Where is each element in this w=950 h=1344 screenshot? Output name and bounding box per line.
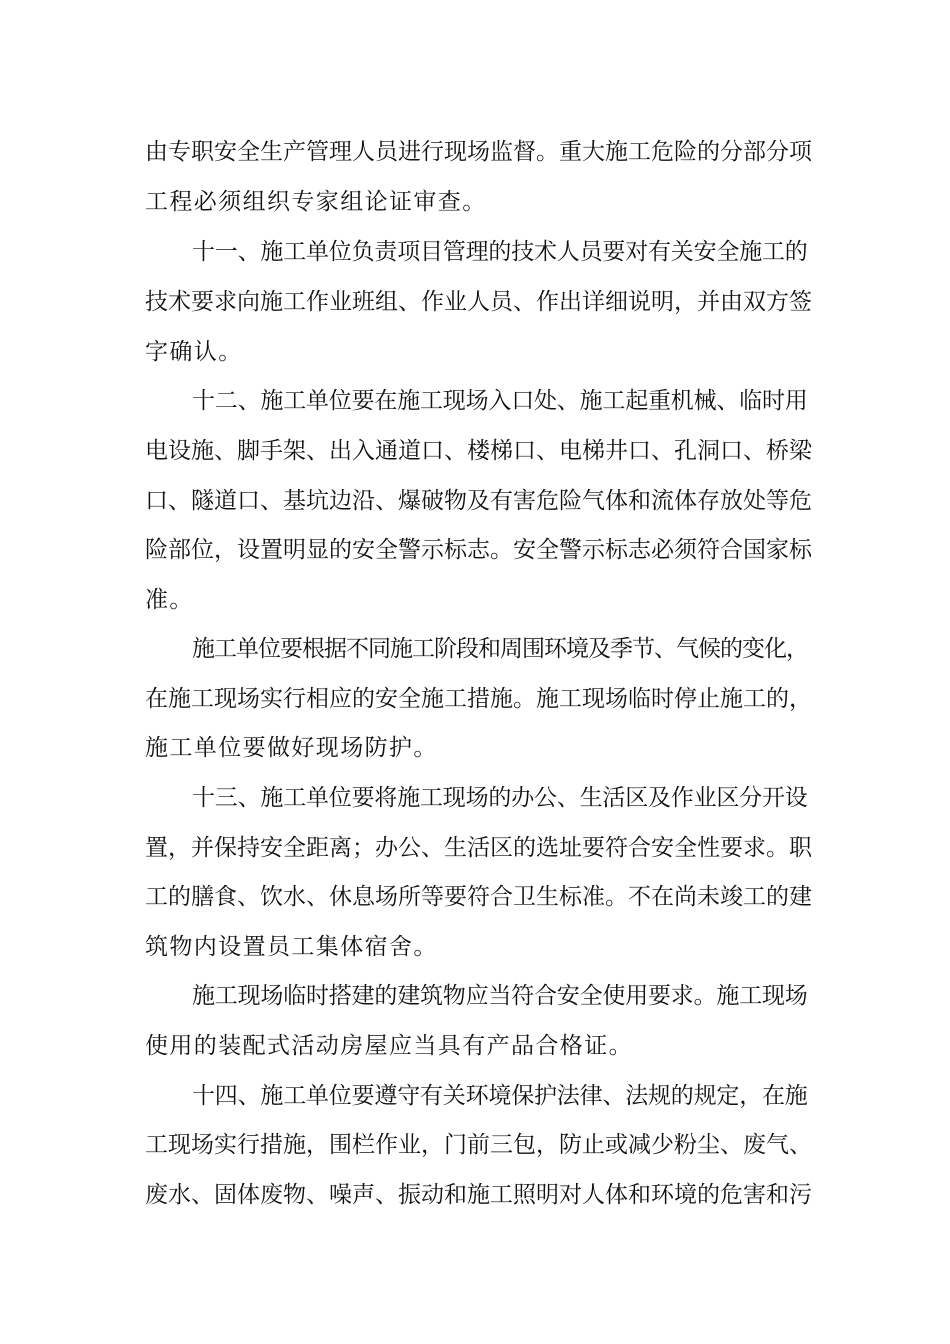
text-line: 在施工现场实行相应的安全施工措施。施工现场临时停止施工的， bbox=[145, 686, 812, 712]
text-line: 电设施、脚手架、出入通道口、楼梯口、电梯井口、孔洞口、桥梁 bbox=[145, 438, 812, 464]
text-line: 口、隧道口、基坑边沿、爆破物及有害危险气体和流体存放处等危 bbox=[145, 488, 812, 514]
text-line: 废水、固体废物、噪声、振动和施工照明对人体和环境的危害和污 bbox=[145, 1182, 812, 1208]
paragraph-start-line: 十一、施工单位负责项目管理的技术人员要对有关安全施工的 bbox=[192, 239, 808, 265]
paragraph-start-line: 施工单位要根据不同施工阶段和周围环境及季节、气候的变化， bbox=[192, 636, 808, 662]
text-line: 准。 bbox=[145, 587, 194, 613]
text-line: 由专职安全生产管理人员进行现场监督。重大施工危险的分部分项 bbox=[145, 139, 812, 165]
paragraph-start-line: 十二、施工单位要在施工现场入口处、施工起重机械、临时用 bbox=[192, 388, 808, 414]
text-line: 工现场实行措施，围栏作业，门前三包，防止或减少粉尘、废气、 bbox=[145, 1132, 812, 1158]
text-line: 字确认。 bbox=[145, 339, 243, 365]
paragraph-start-line: 十四、施工单位要遵守有关环境保护法律、法规的规定，在施 bbox=[192, 1083, 808, 1109]
text-line: 施工单位要做好现场防护。 bbox=[145, 735, 438, 761]
text-line: 使用的装配式活动房屋应当具有产品合格证。 bbox=[145, 1033, 633, 1059]
paragraph-start-line: 十三、施工单位要将施工现场的办公、生活区及作业区分开设 bbox=[192, 785, 808, 811]
text-line: 置，并保持安全距离；办公、生活区的选址要符合安全性要求。职 bbox=[145, 835, 812, 861]
text-line: 工程必须组织专家组论证审查。 bbox=[145, 189, 487, 215]
text-line: 险部位，设置明显的安全警示标志。安全警示标志必须符合国家标 bbox=[145, 537, 812, 563]
text-line: 工的膳食、饮水、休息场所等要符合卫生标准。不在尚未竣工的建 bbox=[145, 884, 812, 910]
text-line: 筑物内设置员工集体宿舍。 bbox=[145, 934, 438, 960]
paragraph-start-line: 施工现场临时搭建的建筑物应当符合安全使用要求。施工现场 bbox=[192, 983, 808, 1009]
text-line: 技术要求向施工作业班组、作业人员、作出详细说明，并由双方签 bbox=[145, 289, 812, 315]
